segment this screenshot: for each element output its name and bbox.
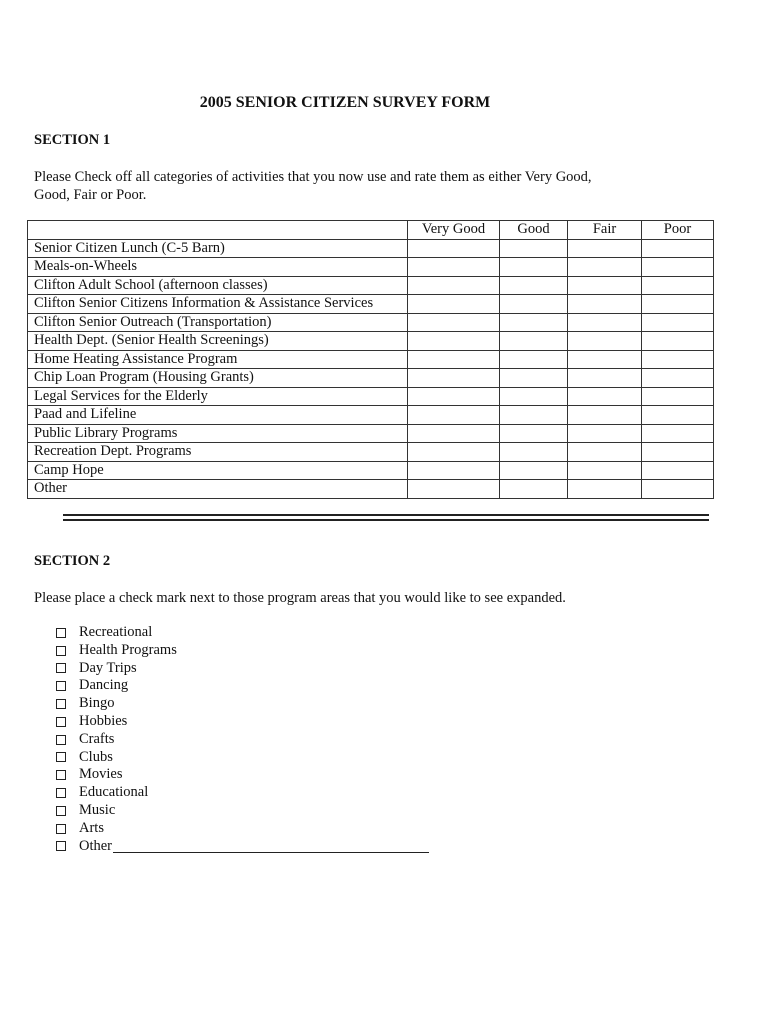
checklist-item-label: Crafts bbox=[79, 730, 115, 747]
rating-cell-poor[interactable] bbox=[642, 424, 714, 443]
other-write-in-line[interactable] bbox=[113, 839, 429, 853]
checklist-item bbox=[56, 784, 429, 802]
checkbox[interactable] bbox=[56, 717, 66, 727]
checkbox[interactable] bbox=[56, 806, 66, 816]
checkbox[interactable] bbox=[56, 681, 66, 691]
rating-cell-fair[interactable] bbox=[568, 258, 642, 277]
section-1-instructions-line-1: Please Check off all categories of activities that you now use and rate them as either Very Good, bbox=[34, 169, 592, 185]
checklist-item-label: Clubs bbox=[79, 748, 113, 765]
checkbox[interactable] bbox=[56, 699, 66, 709]
checklist-item-label: Music bbox=[79, 801, 116, 818]
section-2-heading: SECTION 2 bbox=[34, 553, 111, 569]
checkbox[interactable] bbox=[56, 770, 66, 780]
section-1-heading: SECTION 1 bbox=[34, 132, 111, 148]
activity-label: Other bbox=[28, 480, 408, 499]
rating-cell-good[interactable] bbox=[500, 424, 568, 443]
checklist-item-label: Dancing bbox=[79, 677, 129, 694]
checklist-item bbox=[56, 677, 429, 695]
rating-cell-poor[interactable] bbox=[642, 239, 714, 258]
checklist-item-label: Movies bbox=[79, 766, 123, 783]
program-area-checklist bbox=[56, 624, 429, 855]
rating-cell-poor[interactable] bbox=[642, 350, 714, 369]
checkbox[interactable] bbox=[56, 841, 66, 851]
checklist-item bbox=[56, 660, 429, 678]
checkbox[interactable] bbox=[56, 788, 66, 798]
rating-cell-good[interactable] bbox=[500, 313, 568, 332]
checklist-item bbox=[56, 838, 429, 856]
rating-cell-poor[interactable] bbox=[642, 258, 714, 277]
activity-label: Paad and Lifeline bbox=[28, 406, 408, 425]
rating-cell-good[interactable] bbox=[500, 295, 568, 314]
rating-cell-fair[interactable] bbox=[568, 332, 642, 351]
rating-cell-fair[interactable] bbox=[568, 424, 642, 443]
rating-cell-very-good[interactable] bbox=[408, 387, 500, 406]
rating-cell-very-good[interactable] bbox=[408, 332, 500, 351]
rating-cell-fair[interactable] bbox=[568, 313, 642, 332]
checkbox[interactable] bbox=[56, 824, 66, 834]
activity-row bbox=[28, 350, 714, 369]
checklist-item bbox=[56, 642, 429, 660]
rating-cell-very-good[interactable] bbox=[408, 443, 500, 462]
checkbox[interactable] bbox=[56, 628, 66, 638]
rating-cell-poor[interactable] bbox=[642, 276, 714, 295]
rating-cell-good[interactable] bbox=[500, 276, 568, 295]
column-header-good: Good bbox=[500, 221, 568, 240]
activity-row bbox=[28, 443, 714, 462]
rating-cell-fair[interactable] bbox=[568, 369, 642, 388]
activity-row bbox=[28, 276, 714, 295]
rating-cell-poor[interactable] bbox=[642, 461, 714, 480]
rating-cell-good[interactable] bbox=[500, 387, 568, 406]
rating-cell-fair[interactable] bbox=[568, 406, 642, 425]
rating-cell-very-good[interactable] bbox=[408, 369, 500, 388]
rating-cell-very-good[interactable] bbox=[408, 258, 500, 277]
rating-cell-very-good[interactable] bbox=[408, 461, 500, 480]
activity-label: Public Library Programs bbox=[28, 424, 408, 443]
rating-cell-poor[interactable] bbox=[642, 313, 714, 332]
checklist-item-label: Day Trips bbox=[79, 659, 137, 676]
checklist-item-label: Bingo bbox=[79, 695, 115, 712]
activity-row bbox=[28, 480, 714, 499]
checklist-item-label: Other bbox=[79, 837, 113, 854]
activity-label: Camp Hope bbox=[28, 461, 408, 480]
activity-rating-table bbox=[27, 220, 714, 499]
checklist-item-label: Hobbies bbox=[79, 712, 128, 729]
section-2-instructions: Please place a check mark next to those program areas that you would like to see expanded. bbox=[34, 590, 566, 606]
activity-label: Legal Services for the Elderly bbox=[28, 387, 408, 406]
activity-label: Home Heating Assistance Program bbox=[28, 350, 408, 369]
section-1-instructions-line-2: Good, Fair or Poor. bbox=[34, 187, 147, 203]
rating-cell-poor[interactable] bbox=[642, 480, 714, 499]
rating-cell-very-good[interactable] bbox=[408, 350, 500, 369]
activity-row bbox=[28, 332, 714, 351]
activity-label: Health Dept. (Senior Health Screenings) bbox=[28, 332, 408, 351]
rating-cell-poor[interactable] bbox=[642, 295, 714, 314]
rating-cell-good[interactable] bbox=[500, 443, 568, 462]
column-header-poor: Poor bbox=[642, 221, 714, 240]
checklist-item-label: Educational bbox=[79, 784, 149, 801]
checklist-item-label: Health Programs bbox=[79, 641, 177, 658]
activity-label: Chip Loan Program (Housing Grants) bbox=[28, 369, 408, 388]
checkbox[interactable] bbox=[56, 646, 66, 656]
checklist-item bbox=[56, 713, 429, 731]
checkbox[interactable] bbox=[56, 752, 66, 762]
rating-cell-very-good[interactable] bbox=[408, 295, 500, 314]
section-divider-top bbox=[63, 514, 709, 516]
checklist-item bbox=[56, 695, 429, 713]
checklist-item-label: Arts bbox=[79, 819, 104, 836]
column-header-fair: Fair bbox=[568, 221, 642, 240]
checklist-item bbox=[56, 749, 429, 767]
activity-column-header bbox=[28, 221, 408, 240]
column-header-very-good: Very Good bbox=[408, 221, 500, 240]
activity-row bbox=[28, 313, 714, 332]
checklist-item bbox=[56, 731, 429, 749]
activity-label: Senior Citizen Lunch (C-5 Barn) bbox=[28, 239, 408, 258]
rating-cell-fair[interactable] bbox=[568, 443, 642, 462]
rating-cell-good[interactable] bbox=[500, 258, 568, 277]
activity-row bbox=[28, 258, 714, 277]
activity-label: Clifton Senior Outreach (Transportation) bbox=[28, 313, 408, 332]
activity-row bbox=[28, 461, 714, 480]
rating-table-header bbox=[28, 221, 714, 240]
rating-cell-good[interactable] bbox=[500, 369, 568, 388]
rating-cell-good[interactable] bbox=[500, 406, 568, 425]
rating-cell-fair[interactable] bbox=[568, 480, 642, 499]
checklist-item bbox=[56, 624, 429, 642]
rating-cell-good[interactable] bbox=[500, 480, 568, 499]
rating-cell-fair[interactable] bbox=[568, 295, 642, 314]
form-title: 2005 SENIOR CITIZEN SURVEY FORM bbox=[199, 94, 491, 111]
rating-cell-very-good[interactable] bbox=[408, 480, 500, 499]
activity-label: Clifton Senior Citizens Information & Assistance Services bbox=[28, 295, 408, 314]
rating-cell-poor[interactable] bbox=[642, 443, 714, 462]
activity-row bbox=[28, 295, 714, 314]
activity-row bbox=[28, 406, 714, 425]
activity-row bbox=[28, 239, 714, 258]
activity-label: Meals-on-Wheels bbox=[28, 258, 408, 277]
activity-label: Clifton Adult School (afternoon classes) bbox=[28, 276, 408, 295]
rating-cell-poor[interactable] bbox=[642, 406, 714, 425]
section-divider-bottom bbox=[63, 519, 709, 521]
rating-cell-good[interactable] bbox=[500, 350, 568, 369]
rating-cell-good[interactable] bbox=[500, 239, 568, 258]
checklist-item-label: Recreational bbox=[79, 624, 153, 640]
section-1-instructions bbox=[34, 168, 592, 204]
activity-row bbox=[28, 424, 714, 443]
rating-cell-very-good[interactable] bbox=[408, 239, 500, 258]
rating-cell-fair[interactable] bbox=[568, 276, 642, 295]
rating-table-body bbox=[28, 239, 714, 498]
rating-cell-fair[interactable] bbox=[568, 350, 642, 369]
rating-cell-fair[interactable] bbox=[568, 461, 642, 480]
rating-cell-very-good[interactable] bbox=[408, 424, 500, 443]
rating-cell-poor[interactable] bbox=[642, 387, 714, 406]
activity-row bbox=[28, 387, 714, 406]
activity-row bbox=[28, 369, 714, 388]
activity-label: Recreation Dept. Programs bbox=[28, 443, 408, 462]
checkbox[interactable] bbox=[56, 663, 66, 673]
checklist-item bbox=[56, 766, 429, 784]
rating-cell-very-good[interactable] bbox=[408, 313, 500, 332]
rating-cell-good[interactable] bbox=[500, 332, 568, 351]
rating-cell-fair[interactable] bbox=[568, 239, 642, 258]
rating-cell-poor[interactable] bbox=[642, 332, 714, 351]
checklist-item bbox=[56, 820, 429, 838]
rating-cell-poor[interactable] bbox=[642, 369, 714, 388]
rating-cell-very-good[interactable] bbox=[408, 276, 500, 295]
checklist-item bbox=[56, 802, 429, 820]
rating-cell-very-good[interactable] bbox=[408, 406, 500, 425]
checkbox[interactable] bbox=[56, 735, 66, 745]
rating-cell-fair[interactable] bbox=[568, 387, 642, 406]
rating-cell-good[interactable] bbox=[500, 461, 568, 480]
